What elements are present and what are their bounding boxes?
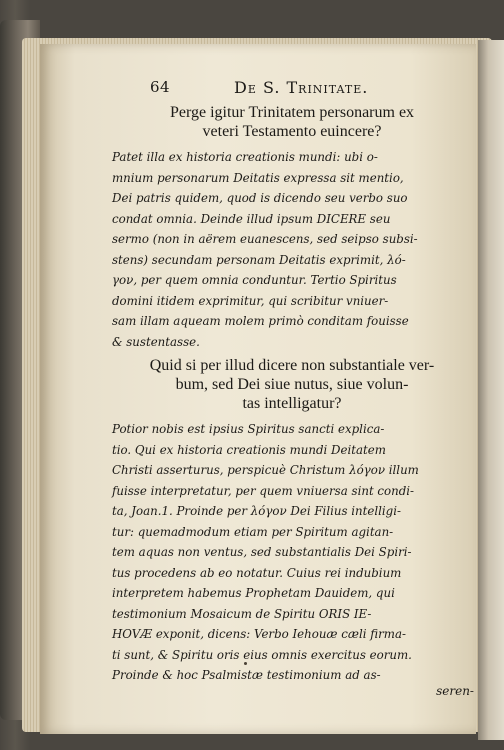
paragraph-line: Dei patris quidem, quod is dicendo seu verbo suo [112,191,408,205]
ink-speck [244,662,247,665]
question-2-line: Quid si per illud dicere non substantiale ver- [149,357,435,374]
page-content [112,78,474,698]
paragraph-line: fuisse interpretatur, per quem vniuersa sint condi- [112,483,415,498]
paragraph-line: HOVÆ exponit, dicens: Verbo Iehouæ cæli firma- [112,627,406,641]
question-2-line: bum, sed Dei siue nutus, siue volun- [175,376,409,393]
answer-paragraph-1 [112,147,480,352]
question-1-line: veteri Testamento euincere? [202,123,382,140]
paragraph-line: tus procedens ab eo notatur. Cuius rei indubium [112,565,402,580]
paragraph-line: mnium personarum Deitatis expressa sit mentio, [112,170,404,185]
question-1-line: Perge igitur Trinitatem personarum ex [169,104,415,121]
paragraph-line: ta, Joan.1. Proinde per λόγον Dei Filius intelligi- [112,504,401,518]
catchword: seren- [436,683,474,698]
paragraph-line: testimonium Mosaicum de Spiritu ORIS IE- [112,606,372,621]
paragraph-line: domini itidem exprimitur, qui scribitur vniuer- [112,293,389,308]
paragraph-line: γον, per quem omnia conduntur. Tertio Spiritus [112,273,397,287]
paragraph-line: ti sunt, & Spiritu oris eius omnis exercitus eorum. [112,647,412,662]
paragraph-line: tio. Qui ex historia creationis mundi Deitatem [112,442,386,457]
paragraph-line: stens) secundam personam Deitatis exprimit, λό- [112,252,406,267]
paragraph-line: tem aquas non ventus, sed substantialis Dei Spiri- [112,545,412,559]
paragraph-line: Potior nobis est ipsius Spiritus sancti explica- [112,422,385,436]
paragraph-line: Proinde & hoc Psalmistæ testimonium ad as- [112,668,381,682]
running-title: De S. Trinitate. [234,78,369,97]
paragraph-line: sam illam aqueam molem primò conditam fouisse [112,314,409,328]
paragraph-line: & sustentasse. [112,334,200,349]
running-head [118,78,468,100]
paragraph-line: interpretem habemus Prophetam Dauidem, qui [112,586,395,600]
page-number: 64 [150,78,171,96]
paragraph-line: Christi asserturus, perspicuè Christum λόγον illum [112,463,419,477]
facing-page-edge [478,40,504,740]
paragraph-line: Patet illa ex historia creationis mundi: ubi o- [112,150,378,164]
paragraph-line: condat omnia. Deinde illud ipsum DICERE seu [112,211,391,226]
question-2-line: tas intelligatur? [242,395,342,412]
answer-paragraph-2 [112,419,480,686]
paragraph-line: tur: quemadmodum etiam per Spiritum agitan- [112,524,394,539]
question-1 [108,103,476,141]
paragraph-line: sermo (non in aërem euanescens, sed seipso subsi- [112,232,418,246]
question-2 [108,356,476,413]
